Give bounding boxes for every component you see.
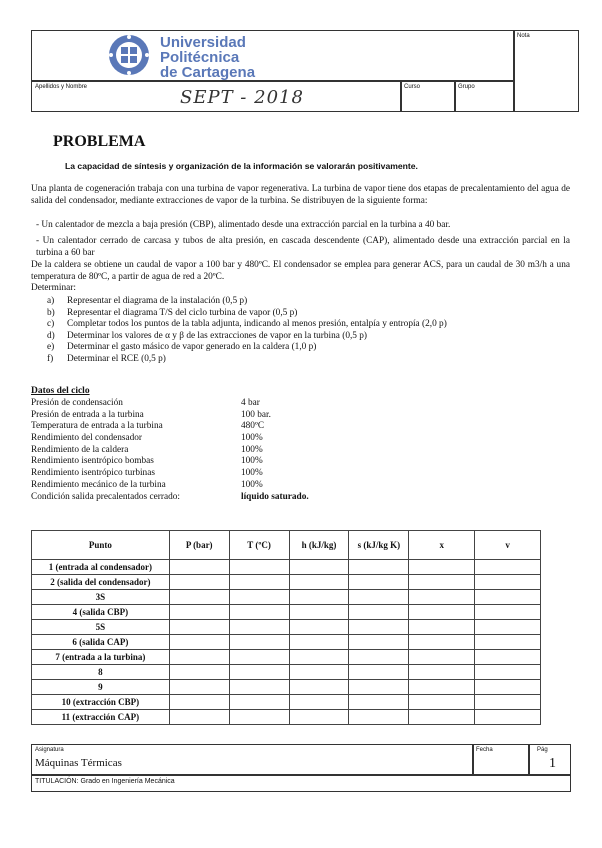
points-table: [31, 530, 541, 725]
table-row: 10 (extracción CBP): [32, 695, 541, 710]
handwritten-name: SEPT - 2018: [180, 87, 304, 108]
task-item: c) Completar todos los puntos de la tabla adjunta, indicando al menos presión, entalpía y entropía (2,0 p): [47, 319, 447, 330]
col-header: P (bar): [169, 531, 229, 560]
page-number: 1: [549, 756, 556, 771]
grade-box: [513, 30, 579, 112]
table-row: 1 (entrada al condensador): [32, 560, 541, 575]
curso-label: Curso: [404, 84, 421, 90]
table-header-row: [32, 531, 541, 560]
asignatura-box: [31, 744, 474, 776]
fecha-box: [472, 744, 530, 776]
col-header: T (ºC): [229, 531, 289, 560]
university-name: Universidad Politécnica de Cartagena: [160, 34, 256, 81]
asignatura-label: Asignatura: [35, 747, 64, 753]
table-row: 3S: [32, 590, 541, 605]
bullet-1: - Un calentador de mezcla a baja presión (CBP), alimentado desde una extracción parcial en la turbina a 40 bar.: [36, 220, 451, 230]
cycle-row: Presión de entrada a la turbina 100 bar.: [31, 409, 271, 420]
problem-subtitle: La capacidad de síntesis y organización de la información se valorarán positivamente.: [65, 161, 418, 171]
fecha-label: Fecha: [476, 747, 493, 753]
col-header: Punto: [32, 531, 170, 560]
grupo-label: Grupo: [458, 84, 475, 90]
col-header: h (kJ/kg): [289, 531, 349, 560]
boiler-text: De la caldera se obtiene un caudal de vapor a 100 bar y 480ºC. El condensador se emplea para generar ACS, para un caudal de 30 m3/h a una temperatura de 80ºC, a partir de agua de red a 20ºC.: [31, 260, 570, 282]
table-row: 11 (extracción CAP): [32, 710, 541, 725]
asignatura-value: Máquinas Térmicas: [35, 757, 122, 769]
table-row: 5S: [32, 620, 541, 635]
cycle-row: Rendimiento de la caldera 100%: [31, 444, 263, 455]
table-row: 8: [32, 665, 541, 680]
task-item: d) Determinar los valores de α y β de las extracciones de vapor en la turbina (0,5 p): [47, 330, 368, 341]
col-header: v: [475, 531, 541, 560]
cycle-row: Rendimiento mecánico de la turbina 100%: [31, 479, 263, 490]
curso-field[interactable]: [400, 80, 456, 112]
col-header: s (kJ/kg K): [349, 531, 409, 560]
cycle-row: Temperatura de entrada a la turbina 480ºC: [31, 421, 265, 432]
university-logo: [104, 33, 154, 77]
table-row: 2 (salida del condensador): [32, 575, 541, 590]
cycle-row: Rendimiento del condensador 100%: [31, 433, 263, 444]
task-item: a) Representar el diagrama de la instalación (0,5 p): [47, 296, 248, 306]
nota-label: Nota: [517, 33, 530, 39]
cycle-row: Rendimiento isentrópico bombas 100%: [31, 456, 263, 467]
task-item: f) Determinar el RCE (0,5 p): [47, 353, 166, 364]
task-list: [47, 296, 447, 366]
grupo-field[interactable]: [454, 80, 515, 112]
titulacion-label: TITULACIÓN: Grado en Ingeniería Mecánica: [35, 778, 175, 785]
cycle-data-list: [31, 398, 431, 503]
table-row: 4 (salida CBP): [32, 605, 541, 620]
table-row: 7 (entrada a la turbina): [32, 650, 541, 665]
problem-intro: Una planta de cogeneración trabaja con una turbina de vapor regenerativa. La turbina de vapor tiene dos etapas de precalentamiento del agua de salida del condensador, mediante extracciones de vapor de la turbina. Se distribuyen de la siguiente forma:: [31, 184, 570, 206]
table-row: 9: [32, 680, 541, 695]
determine-label: Determinar:: [31, 283, 76, 293]
pag-label: Pág: [537, 747, 548, 753]
name-field[interactable]: [31, 80, 402, 112]
name-label: Apellidos y Nombre: [35, 84, 88, 90]
cycle-row: Rendimiento isentrópico turbinas 100%: [31, 468, 263, 479]
col-header: x: [409, 531, 475, 560]
page-box: [528, 744, 571, 776]
cycle-row: Presión de condensación 4 bar: [31, 398, 260, 408]
problem-title: PROBLEMA: [53, 133, 146, 150]
cycle-title: Datos del ciclo: [31, 386, 90, 396]
task-item: e) Determinar el gasto másico de vapor generado en la caldera (1,0 p): [47, 342, 317, 353]
table-row: 6 (salida CAP): [32, 635, 541, 650]
task-item: b) Representar el diagrama T/S del ciclo turbina de vapor (0,5 p): [47, 307, 298, 318]
titulacion-box: [31, 774, 571, 792]
cycle-row: Condición salida precalentados cerrado: líquido saturado.: [31, 491, 309, 502]
bullet-2: - Un calentador cerrado de carcasa y tubos de alta presión, en cascada descendente (CAP), alimentado desde una extracción parcial en la turbina a 60 bar: [36, 236, 570, 258]
